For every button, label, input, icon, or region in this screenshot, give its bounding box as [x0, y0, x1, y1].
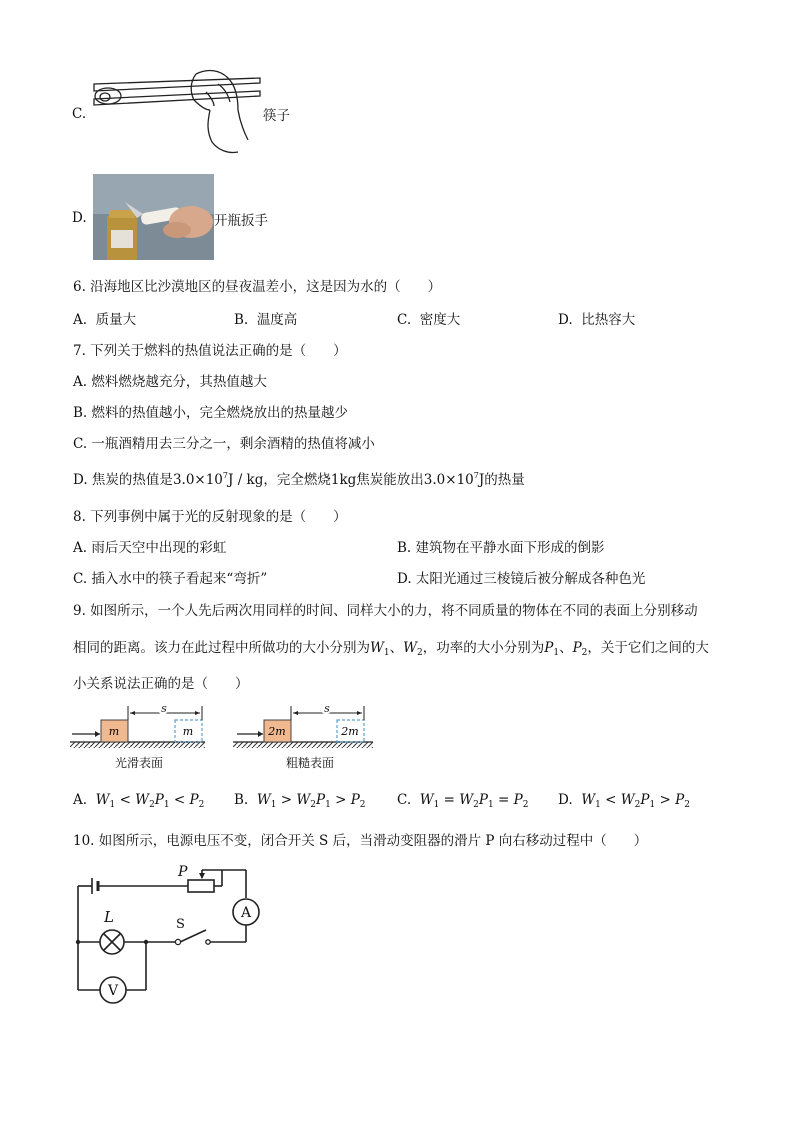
block-m-moved-label: m — [182, 725, 194, 738]
rheostat-label: P — [178, 864, 188, 880]
q6-option-b: B. 温度高 — [234, 312, 298, 328]
ammeter-label: A — [240, 905, 252, 921]
q6-stem: 6. 沿海地区比沙漠地区的昼夜温差小，这是因为水的（ ） — [73, 279, 442, 295]
q6-option-d: D. 比热容大 — [558, 312, 636, 328]
q9-option-b: B. $W_1 > W_2P_1 > P_2$ — [234, 792, 366, 810]
circuit-diagram — [70, 858, 270, 1008]
q10-stem: 10. 如图所示，电源电压不变，闭合开关 S 后，当滑动变阻器的滑片 P 向右移动过程中（ ） — [73, 833, 648, 849]
q7-option-b: B. 燃料的热值越小，完全燃烧放出的热量越少 — [73, 405, 349, 421]
q7-option-d: D. 焦炭的热值是$3.0\times 10^7J$ / kg，完全燃烧1kg焦炭能放出$3.0\times 10^7J$的热量 — [73, 471, 525, 488]
smooth-surface-hatch — [70, 742, 210, 748]
block-m-label: m — [108, 725, 120, 738]
bottle-opener-photo — [93, 174, 214, 260]
q8-option-c: C. 插入水中的筷子看起来“弯折” — [73, 571, 268, 587]
q8-stem: 8. 下列事例中属于光的反射现象的是（ ） — [73, 509, 347, 525]
q5-option-c-text: 筷子 — [263, 108, 290, 124]
q5-option-c-label: C. — [72, 106, 87, 122]
block-2m-moved-label: 2m — [341, 725, 359, 738]
q9-option-c: C. $W_1 = W_2P_1 = P_2$ — [397, 792, 529, 810]
q9-stem-line3: 小关系说法正确的是（ ） — [73, 676, 249, 692]
q6-option-c: C. 密度大 — [397, 312, 461, 328]
q5-option-d-label: D. — [72, 210, 87, 226]
q7-stem: 7. 下列关于燃料的热值说法正确的是（ ） — [73, 343, 347, 359]
q8-option-d: D. 太阳光通过三棱镜后被分解成各种色光 — [397, 571, 646, 587]
smooth-surface-caption: 光滑表面 — [115, 756, 164, 770]
q9-stem-line1: 9. 如图所示，一个人先后两次用同样的时间、同样大小的力，将不同质量的物体在不同的表面上分别移动 — [73, 603, 698, 619]
q8-option-a: A. 雨后天空中出现的彩虹 — [73, 540, 227, 556]
chopsticks-figure — [88, 66, 268, 158]
q6-option-a: A. 质量大 — [73, 312, 137, 328]
q5-option-d-text: 开瓶扳手 — [214, 213, 268, 229]
distance-s-label-2: s — [324, 702, 330, 715]
q7-option-c: C. 一瓶酒精用去三分之一，剩余酒精的热值将减小 — [73, 436, 375, 452]
q9-stem-line2: 相同的距离。该力在此过程中所做功的大小分别为$W_1$、$W_2$，功率的大小分别为$P_1$、$P_2$，关于它们之间的大 — [73, 640, 709, 658]
rough-surface-caption: 粗糙表面 — [286, 756, 335, 770]
voltmeter-label: V — [107, 983, 119, 999]
lamp-label: L — [104, 908, 114, 926]
block-2m-label: 2m — [268, 725, 286, 738]
switch-label: S — [176, 917, 185, 932]
q9-option-d: D. $W_1 < W_2P_1 > P_2$ — [558, 792, 690, 810]
q7-option-a: A. 燃料燃烧越充分，其热值越大 — [73, 374, 267, 390]
q8-option-b: B. 建筑物在平静水面下形成的倒影 — [397, 540, 605, 556]
q9-option-a: A. $W_1 < W_2P_1 < P_2$ — [73, 792, 205, 810]
distance-s-label: s — [161, 702, 167, 715]
